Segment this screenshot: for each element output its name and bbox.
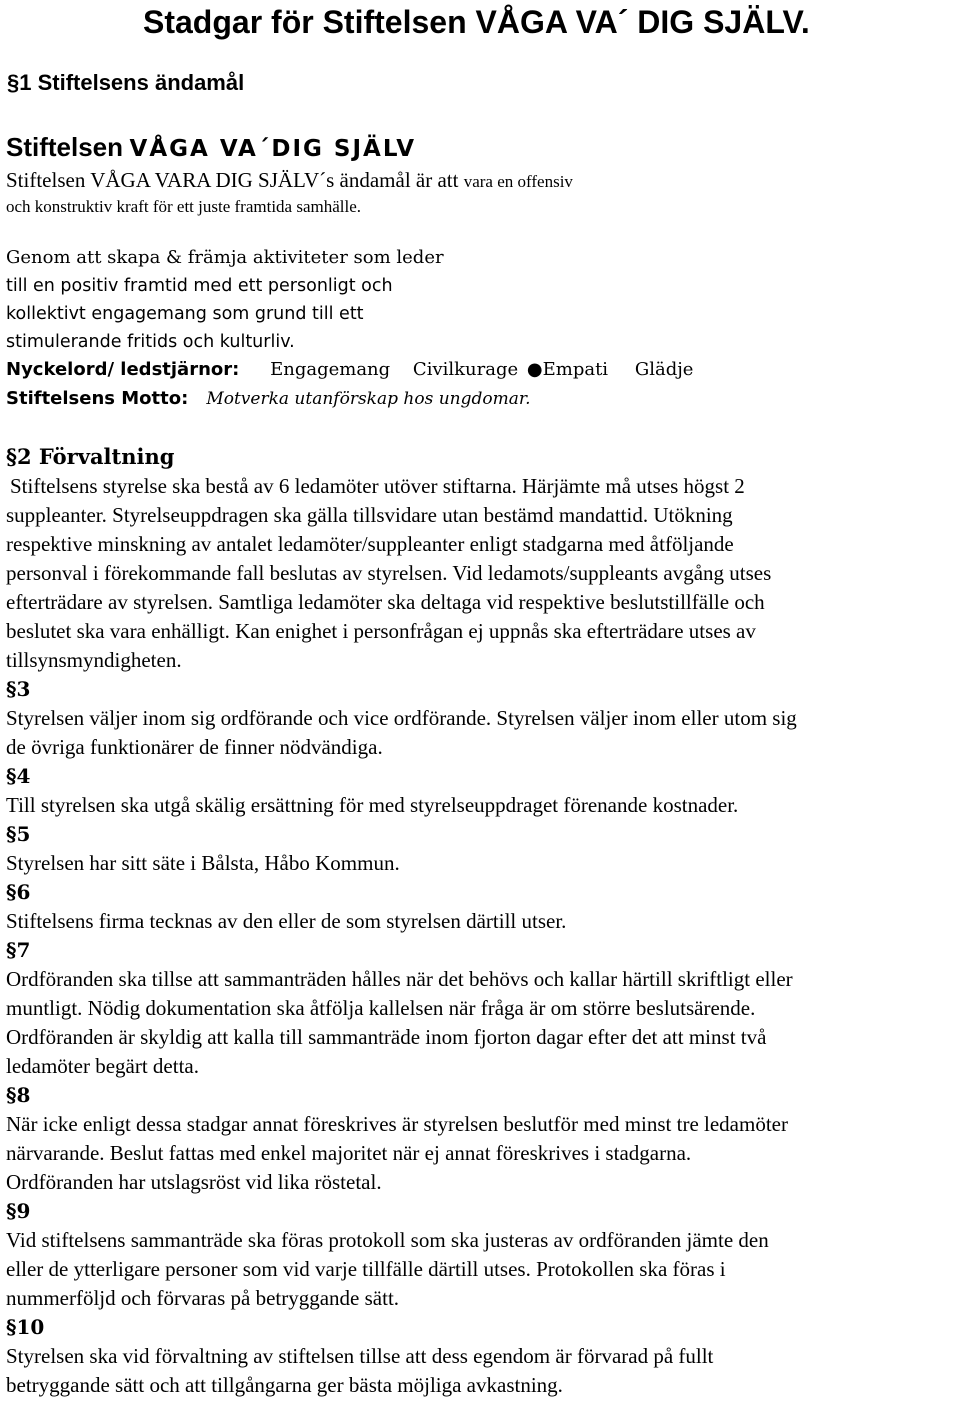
section-2-line: tillsynsmyndigheten. (6, 648, 182, 672)
section-8-heading: §8 (6, 1083, 31, 1107)
section-2-heading: §2 Förvaltning (6, 444, 175, 469)
keyword-civilkurage: Civilkurage (412, 359, 519, 380)
motto-label: Stiftelsens Motto: (6, 388, 189, 409)
section-7-line: Ordföranden ska tillse att sammanträden hålles när det behövs och kallar härtill skriftligt eller (6, 967, 793, 991)
section-9-line: nummerföljd och förvaras på betryggande sätt. (6, 1286, 400, 1310)
section-3-heading: §3 (6, 677, 31, 701)
section-2-line: beslutet ska vara enhälligt. Kan enighet i personfrågan ej uppnås ska efterträdare utses av (6, 619, 756, 643)
section-2-line: suppleanter. Styrelseuppdragen ska gälla tillsvidare utan bestämd mandattid. Utökning (6, 503, 733, 527)
section-3-line: de övriga funktionärer de finner nödvändiga. (6, 735, 383, 759)
keyword-engagemang: Engagemang (270, 359, 391, 380)
section-10-heading: §10 (6, 1315, 45, 1339)
foundation-heading-name: VÅGA VA´DIG SJÄLV (129, 136, 417, 162)
section-9-line: eller de ytterligare personer som vid varje tillfälle därtill utses. Protokollen ska föras i (6, 1257, 726, 1281)
section-7-heading: §7 (6, 938, 31, 962)
purpose-line-1 (6, 167, 573, 195)
genom-line-4: stimulerande fritids och kulturliv. (6, 332, 295, 352)
section-6-line: Stiftelsens firma tecknas av den eller de som styrelsen därtill utser. (6, 909, 567, 933)
foundation-heading-prefix: Stiftelsen (6, 132, 124, 162)
section-7-line: ledamöter begärt detta. (6, 1054, 199, 1078)
document-title: Stadgar för Stiftelsen VÅGA VA´ DIG SJÄLV. (143, 4, 810, 40)
purpose-line-2: och konstruktiv kraft för ett juste framtida samhälle. (6, 197, 362, 216)
section-9-line: Vid stiftelsens sammanträde ska föras protokoll som ska justeras av ordföranden jämte den (6, 1228, 769, 1252)
purpose-line-1-tail: vara en offensiv (463, 172, 573, 191)
section-10-line: betryggande sätt och att tillgångarna ger bästa möjliga avkastning. (6, 1373, 563, 1397)
genom-line-1: Genom att skapa & främja aktiviteter som leder (6, 247, 444, 268)
purpose-line-1-main: Stiftelsen VÅGA VARA DIG SJÄLV´s ändamål är att (6, 168, 459, 192)
section-4-heading: §4 (6, 764, 31, 788)
section-9-heading: §9 (6, 1199, 31, 1223)
keyword-empati: ●Empati (526, 359, 609, 380)
section-8-line: När icke enligt dessa stadgar annat föreskrives är styrelsen beslutför med minst tre ledamöter (6, 1112, 788, 1136)
foundation-heading (6, 131, 416, 165)
section-5-line: Styrelsen har sitt säte i Bålsta, Håbo Kommun. (6, 851, 400, 875)
section-8-line: Ordföranden har utslagsröst vid lika röstetal. (6, 1170, 382, 1194)
section-4-line: Till styrelsen ska utgå skälig ersättning för med styrelseuppdraget förenande kostnader. (6, 793, 739, 817)
section-3-line: Styrelsen väljer inom sig ordförande och vice ordförande. Styrelsen väljer inom eller utom sig (6, 706, 797, 730)
keywords-line (6, 355, 693, 385)
genom-line-3: kollektivt engagemang som grund till ett (6, 304, 364, 324)
section-8-line: närvarande. Beslut fattas med enkel majoritet när ej annat föreskrives i stadgarna. (6, 1141, 692, 1165)
keywords-label: Nyckelord/ ledstjärnor: (6, 359, 240, 380)
section-10-line: Styrelsen ska vid förvaltning av stiftelsen tillse att dess egendom är förvarad på fullt (6, 1344, 714, 1368)
section-2-line: personval i förekommande fall beslutas av styrelsen. Vid ledamots/suppleants avgång utses (6, 561, 772, 585)
keyword-gladje: Glädje (634, 359, 694, 380)
motto-value: Motverka utanförskap hos ungdomar. (206, 389, 531, 409)
section-7-line: muntligt. Nödig dokumentation ska åtfölja kallelsen när fråga är om större beslutsärende. (6, 996, 756, 1020)
section-7-line: Ordföranden är skyldig att kalla till sammanträde inom fjorton dagar efter det att minst två (6, 1025, 767, 1049)
section-2-line: efterträdare av styrelsen. Samtliga ledamöter ska deltaga vid respektive beslutstillfälle och (6, 590, 765, 614)
section-5-heading: §5 (6, 822, 31, 846)
section-2-line: respektive minskning av antalet ledamöter/suppleanter enligt stadgarna med åtföljande (6, 532, 734, 556)
section-1-heading: §1 Stiftelsens ändamål (7, 70, 245, 95)
section-6-heading: §6 (6, 880, 31, 904)
genom-line-2: till en positiv framtid med ett personligt och (6, 276, 393, 296)
motto-line (6, 385, 531, 414)
section-2-line: Stiftelsens styrelse ska bestå av 6 ledamöter utöver stiftarna. Härjämte må utses högst 2 (10, 474, 745, 498)
